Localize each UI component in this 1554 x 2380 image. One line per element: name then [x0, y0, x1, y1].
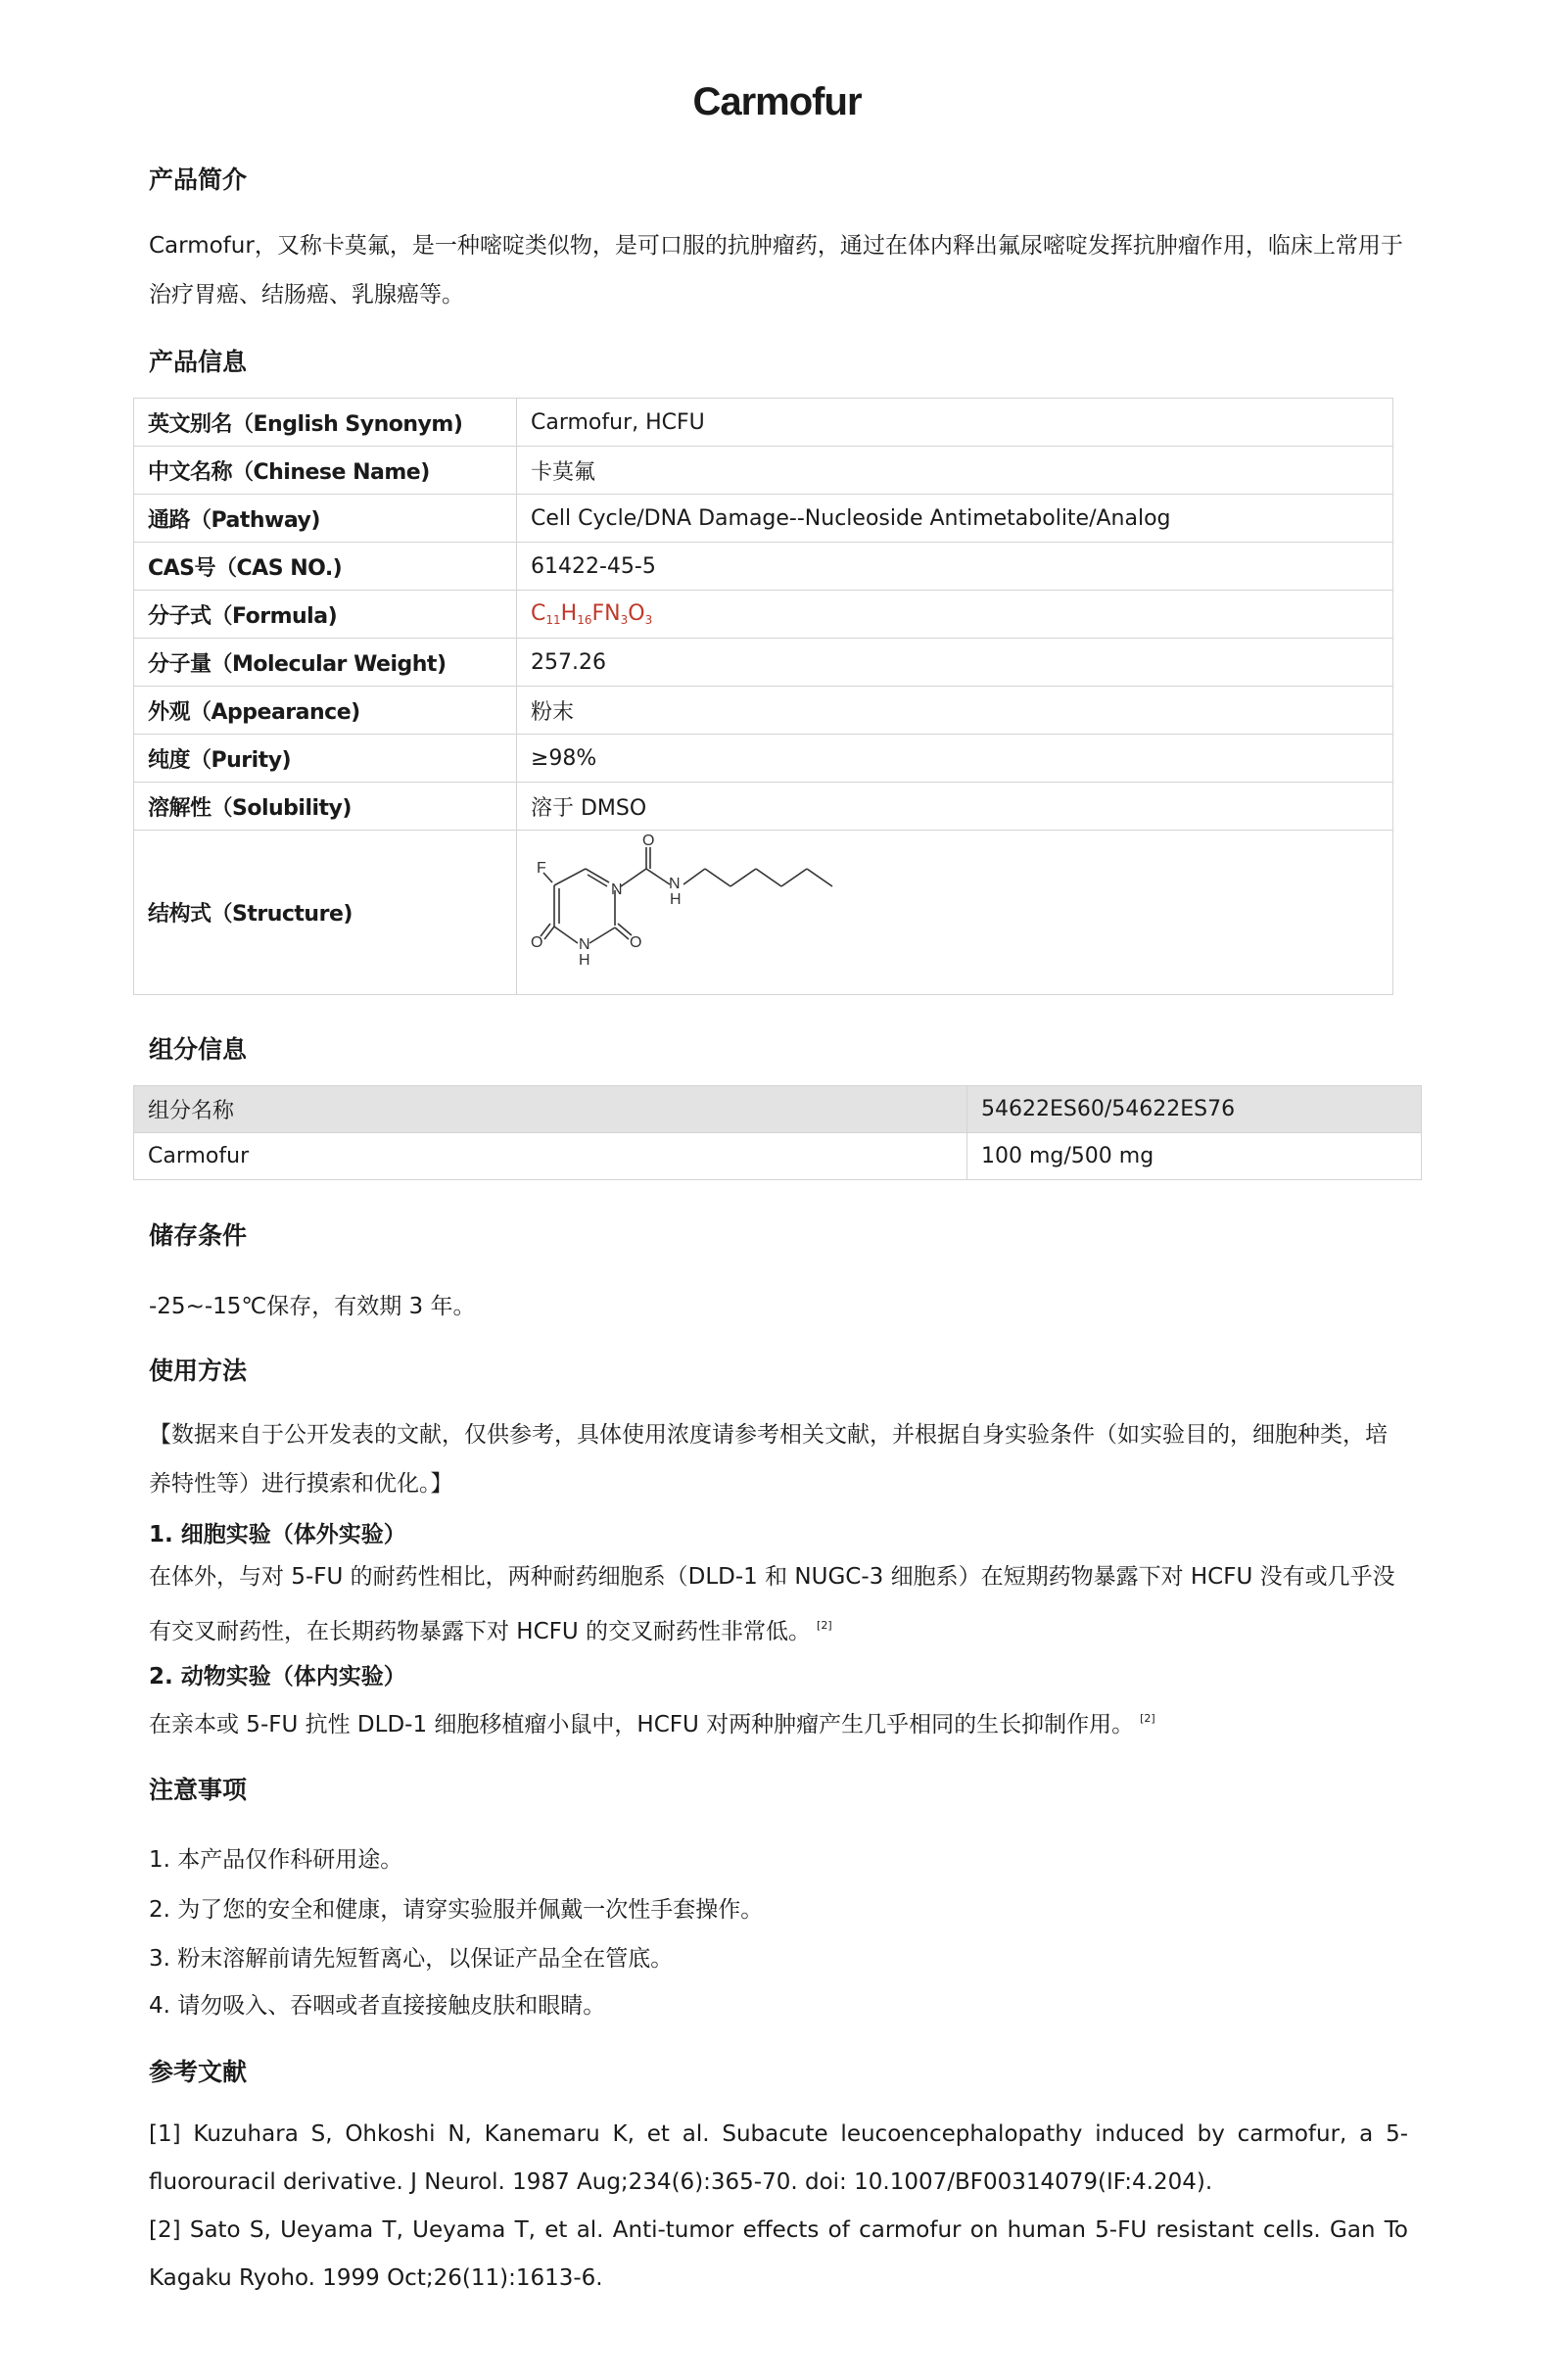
atom-nh: N	[669, 875, 681, 892]
components-heading: 组分信息	[149, 1035, 248, 1064]
formula-o: O	[628, 601, 645, 626]
reference-item: [2] Sato S, Ueyama T, Ueyama T, et al. Anti-tumor effects of carmofur on human 5-FU resistant cells. Gan To Kagaku Ryoho. 1999 Oct;26(11):1613-6.	[149, 2217, 1408, 2291]
atom-o-left: O	[531, 933, 543, 951]
formula-sub: 3	[620, 613, 629, 627]
formula-value	[517, 591, 1393, 639]
atom-o-top: O	[642, 832, 655, 849]
components-header-cell: 组分名称	[134, 1086, 967, 1133]
notes-heading: 注意事项	[149, 1776, 248, 1804]
invivo-text	[149, 1694, 1408, 1749]
info-row	[134, 495, 1393, 543]
usage-heading: 使用方法	[149, 1357, 248, 1385]
structure-diagram	[531, 832, 922, 988]
formula-sub: 16	[577, 613, 592, 627]
references-list	[149, 2111, 1408, 2303]
components-cell: 100 mg/500 mg	[967, 1133, 1422, 1180]
info-row	[134, 735, 1393, 783]
info-heading: 产品信息	[149, 348, 248, 376]
info-key: CAS号（CAS NO.)	[134, 543, 517, 591]
formula-c: C	[531, 601, 546, 626]
info-key: 结构式（Structure)	[134, 831, 517, 995]
info-value: ≥98%	[517, 735, 1393, 783]
invivo-title: 2. 动物实验（体内实验）	[149, 1664, 406, 1690]
info-value: Cell Cycle/DNA Damage--Nucleoside Antimetabolite/Analog	[517, 495, 1393, 543]
info-row	[134, 591, 1393, 639]
info-row	[134, 399, 1393, 447]
invitro-title: 1. 细胞实验（体外实验）	[149, 1522, 406, 1547]
atom-h-n3: H	[579, 951, 590, 969]
atom-h-nh: H	[670, 890, 682, 908]
info-value: Carmofur, HCFU	[517, 399, 1393, 447]
invivo-ref: [2]	[1140, 1712, 1155, 1725]
info-key: 分子式（Formula)	[134, 591, 517, 639]
info-key: 纯度（Purity)	[134, 735, 517, 783]
intro-heading: 产品简介	[149, 166, 248, 194]
info-value: 257.26	[517, 639, 1393, 687]
atom-o-right: O	[630, 933, 642, 951]
storage-heading: 储存条件	[149, 1221, 248, 1250]
invitro-text	[149, 1552, 1408, 1656]
atom-n3: N	[579, 935, 590, 953]
note-item: 1. 本产品仅作科研用途。	[149, 1847, 403, 1873]
formula-h: H	[560, 601, 578, 626]
components-header-row	[134, 1086, 1422, 1133]
structure-cell	[517, 831, 1393, 995]
components-row	[134, 1133, 1422, 1180]
note-item: 4. 请勿吸入、吞咽或者直接接触皮肤和眼睛。	[149, 1993, 606, 2019]
components-table	[133, 1085, 1422, 1180]
note-item: 2. 为了您的安全和健康，请穿实验服并佩戴一次性手套操作。	[149, 1897, 764, 1923]
info-row	[134, 543, 1393, 591]
info-value: 卡莫氟	[517, 447, 1393, 495]
atom-n1: N	[611, 881, 623, 898]
info-key: 通路（Pathway)	[134, 495, 517, 543]
info-value: 61422-45-5	[517, 543, 1393, 591]
formula-sub: 3	[644, 613, 653, 627]
formula-fn: FN	[591, 601, 621, 626]
info-row-structure	[134, 831, 1393, 995]
info-key: 溶解性（Solubility)	[134, 783, 517, 831]
components-cell: Carmofur	[134, 1133, 967, 1180]
storage-text: -25~-15℃保存，有效期 3 年。	[149, 1294, 476, 1319]
info-key: 分子量（Molecular Weight)	[134, 639, 517, 687]
page-title: Carmofur	[692, 80, 862, 123]
info-key: 英文别名（English Synonym)	[134, 399, 517, 447]
invivo-body: 在亲本或 5-FU 抗性 DLD-1 细胞移植瘤小鼠中，HCFU 对两种肿瘤产生几乎相同的生长抑制作用。	[149, 1712, 1135, 1737]
references-heading: 参考文献	[149, 2058, 248, 2086]
invitro-ref: [2]	[817, 1619, 832, 1632]
info-row	[134, 447, 1393, 495]
info-row	[134, 687, 1393, 735]
components-header-cell: 54622ES60/54622ES76	[967, 1086, 1422, 1133]
invitro-body: 在体外，与对 5-FU 的耐药性相比，两种耐药细胞系（DLD-1 和 NUGC-3 细胞系）在短期药物暴露下对 HCFU 没有或几乎没有交叉耐药性，在长期药物暴露下对 HCFU 的交叉耐药性非常低。	[149, 1564, 1395, 1644]
product-info-table	[133, 398, 1393, 995]
atom-f: F	[537, 859, 546, 877]
usage-note: 【数据来自于公开发表的文献，仅供参考，具体使用浓度请参考相关文献，并根据自身实验条件（如实验目的，细胞种类，培养特性等）进行摸索和优化。】	[149, 1422, 1388, 1497]
info-key: 中文名称（Chinese Name)	[134, 447, 517, 495]
info-value: 粉末	[517, 687, 1393, 735]
formula-sub: 11	[545, 613, 561, 627]
reference-item: [1] Kuzuhara S, Ohkoshi N, Kanemaru K, et al. Subacute leucoencephalopathy induced by carmofur, a 5-fluorouracil derivative. J Neurol. 1987 Aug;234(6):365-70. doi: 10.1007/BF00314079(IF:4.204).	[149, 2121, 1408, 2195]
info-key: 外观（Appearance)	[134, 687, 517, 735]
info-row	[134, 783, 1393, 831]
info-value: 溶于 DMSO	[517, 783, 1393, 831]
intro-text: Carmofur，又称卡莫氟，是一种嘧啶类似物，是可口服的抗肿瘤药，通过在体内释出氟尿嘧啶发挥抗肿瘤作用，临床上常用于治疗胃癌、结肠癌、乳腺癌等。	[149, 233, 1403, 308]
note-item: 3. 粉末溶解前请先短暂离心，以保证产品全在管底。	[149, 1946, 674, 1972]
info-row	[134, 639, 1393, 687]
